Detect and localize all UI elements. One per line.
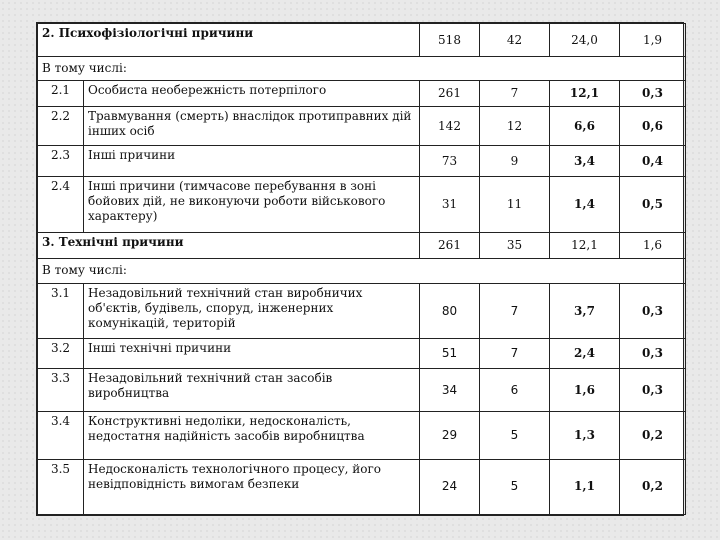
value-cell: 6,6 bbox=[550, 107, 620, 146]
value-cell: 6 bbox=[480, 369, 550, 412]
value-cell: 2,4 bbox=[550, 339, 620, 369]
value-cell: 1,4 bbox=[550, 176, 620, 232]
row-text: Незадовільний технічний стан засобів виробництва bbox=[84, 369, 420, 412]
value-cell: 31 bbox=[420, 176, 480, 232]
value-cell: 35 bbox=[480, 232, 550, 258]
table-row bbox=[38, 339, 686, 369]
value-cell: 5 bbox=[480, 459, 550, 514]
value-cell: 24,0 bbox=[550, 24, 620, 57]
section-row bbox=[38, 24, 686, 57]
row-code: 2.4 bbox=[38, 176, 84, 232]
value-cell: 0,3 bbox=[620, 339, 686, 369]
row-code: 3.5 bbox=[38, 459, 84, 514]
value-cell: 80 bbox=[420, 283, 480, 338]
value-cell: 7 bbox=[480, 81, 550, 107]
table-row bbox=[38, 176, 686, 232]
value-cell: 1,9 bbox=[620, 24, 686, 57]
value-cell: 42 bbox=[480, 24, 550, 57]
value-cell: 12,1 bbox=[550, 81, 620, 107]
value-cell: 261 bbox=[420, 232, 480, 258]
subheader: В тому числі: bbox=[38, 57, 686, 81]
value-cell: 1,1 bbox=[550, 459, 620, 514]
row-code: 3.2 bbox=[38, 339, 84, 369]
causes-table bbox=[37, 23, 686, 515]
value-cell: 34 bbox=[420, 369, 480, 412]
table-row bbox=[38, 107, 686, 146]
value-cell: 73 bbox=[420, 146, 480, 176]
table-row bbox=[38, 459, 686, 514]
value-cell: 518 bbox=[420, 24, 480, 57]
row-text: Інші технічні причини bbox=[84, 339, 420, 369]
value-cell: 51 bbox=[420, 339, 480, 369]
section-row bbox=[38, 232, 686, 258]
table-row bbox=[38, 412, 686, 459]
value-cell: 24 bbox=[420, 459, 480, 514]
value-cell: 261 bbox=[420, 81, 480, 107]
value-cell: 12,1 bbox=[550, 232, 620, 258]
table-row bbox=[38, 81, 686, 107]
section-title: 3. Технічні причини bbox=[38, 232, 420, 258]
value-cell: 11 bbox=[480, 176, 550, 232]
row-text: Інші причини bbox=[84, 146, 420, 176]
row-text: Особиста необережність потерпілого bbox=[84, 81, 420, 107]
value-cell: 0,6 bbox=[620, 107, 686, 146]
value-cell: 3,4 bbox=[550, 146, 620, 176]
value-cell: 0,2 bbox=[620, 412, 686, 459]
value-cell: 7 bbox=[480, 339, 550, 369]
table-row bbox=[38, 369, 686, 412]
value-cell: 9 bbox=[480, 146, 550, 176]
row-code: 3.1 bbox=[38, 283, 84, 338]
row-code: 2.3 bbox=[38, 146, 84, 176]
value-cell: 0,2 bbox=[620, 459, 686, 514]
row-text: Незадовільний технічний стан виробничих об'єктів, будівель, споруд, інженерних комунікацій, територій bbox=[84, 283, 420, 338]
subheader-row bbox=[38, 258, 686, 283]
value-cell: 0,3 bbox=[620, 81, 686, 107]
value-cell: 0,3 bbox=[620, 283, 686, 338]
row-text: Інші причини (тимчасове перебування в зоні бойових дій, не виконуючи роботи військового характеру) bbox=[84, 176, 420, 232]
value-cell: 7 bbox=[480, 283, 550, 338]
value-cell: 12 bbox=[480, 107, 550, 146]
row-code: 3.3 bbox=[38, 369, 84, 412]
row-code: 2.1 bbox=[38, 81, 84, 107]
value-cell: 0,5 bbox=[620, 176, 686, 232]
document-page bbox=[36, 22, 684, 516]
value-cell: 142 bbox=[420, 107, 480, 146]
row-text: Травмування (смерть) внаслідок протиправних дій інших осіб bbox=[84, 107, 420, 146]
row-code: 3.4 bbox=[38, 412, 84, 459]
value-cell: 1,3 bbox=[550, 412, 620, 459]
subheader: В тому числі: bbox=[38, 258, 686, 283]
value-cell: 29 bbox=[420, 412, 480, 459]
table-row bbox=[38, 283, 686, 338]
row-code: 2.2 bbox=[38, 107, 84, 146]
value-cell: 5 bbox=[480, 412, 550, 459]
subheader-row bbox=[38, 57, 686, 81]
section-title: 2. Психофізіологічні причини bbox=[38, 24, 420, 57]
table-row bbox=[38, 146, 686, 176]
row-text: Недосконалість технологічного процесу, його невідповідність вимогам безпеки bbox=[84, 459, 420, 514]
row-text: Конструктивні недоліки, недосконалість, недостатня надійність засобів виробництва bbox=[84, 412, 420, 459]
value-cell: 0,3 bbox=[620, 369, 686, 412]
value-cell: 3,7 bbox=[550, 283, 620, 338]
value-cell: 1,6 bbox=[550, 369, 620, 412]
value-cell: 0,4 bbox=[620, 146, 686, 176]
value-cell: 1,6 bbox=[620, 232, 686, 258]
